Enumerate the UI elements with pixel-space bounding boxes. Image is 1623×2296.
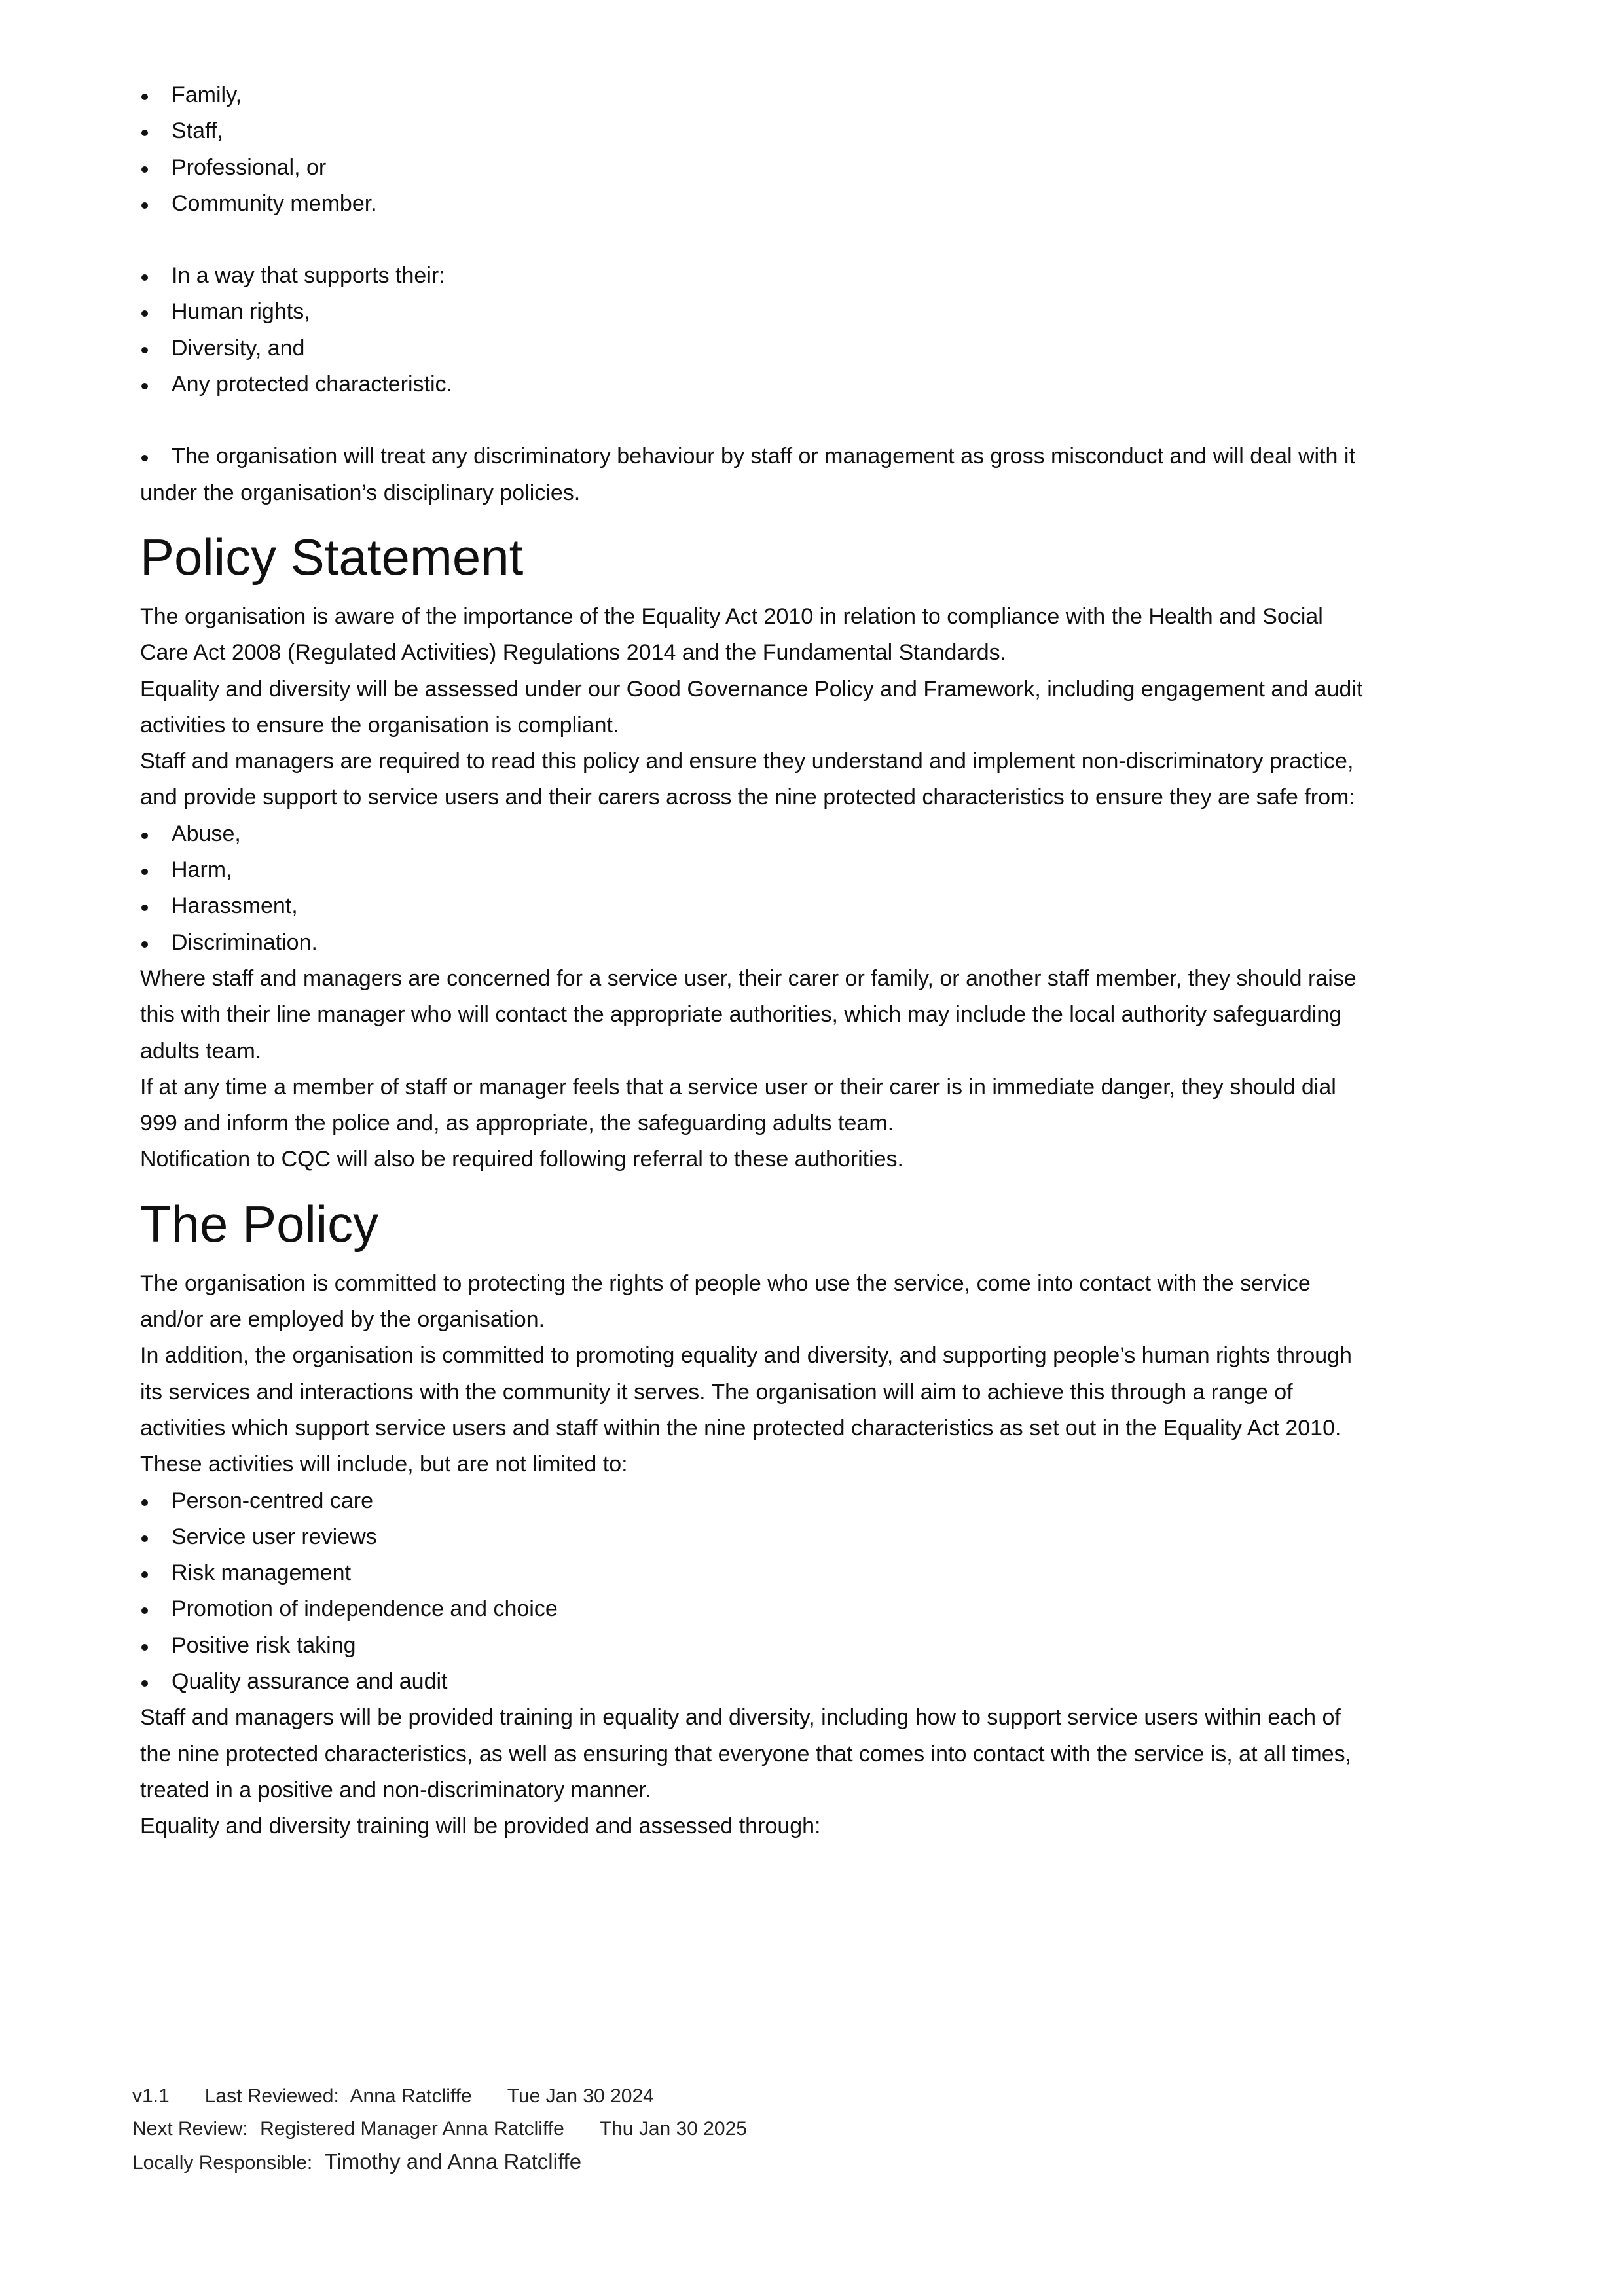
paragraph: The organisation is aware of the importance of the Equality Act 2010 in relation to compliance with the Health and Social Care Act 2008 (Regulated Activities) Regulations 2014 and the Fundamental Standards. bbox=[140, 603, 1323, 666]
footer-row-last-reviewed bbox=[132, 2080, 754, 2113]
next-review-label: Next Review: bbox=[132, 2118, 248, 2140]
document-body bbox=[140, 77, 1371, 1844]
next-review-by: Registered Manager Anna Ratcliffe bbox=[260, 2118, 564, 2140]
misconduct-paragraph bbox=[140, 439, 1371, 511]
last-reviewed-label: Last Reviewed: bbox=[204, 2085, 339, 2107]
list-item: Person-centred care bbox=[140, 1483, 1371, 1519]
list-item: Discrimination. bbox=[140, 925, 1371, 961]
safe-from-list bbox=[140, 816, 1371, 961]
last-reviewed-date: Tue Jan 30 2024 bbox=[507, 2085, 654, 2107]
paragraph: Equality and diversity training will be provided and assessed through: bbox=[140, 1814, 821, 1839]
list-item: Positive risk taking bbox=[140, 1628, 1371, 1664]
footer-row-locally-responsible bbox=[132, 2145, 754, 2179]
list-item: Professional, or bbox=[140, 150, 1371, 186]
list-item: Harm, bbox=[140, 852, 1371, 888]
paragraph: Equality and diversity will be assessed under our Good Governance Policy and Framework, including engagement and audit activities to ensure the organisation is compliant. bbox=[140, 676, 1363, 738]
list-item: Family, bbox=[140, 77, 1371, 113]
supports-list bbox=[140, 258, 1371, 403]
next-review-date: Thu Jan 30 2025 bbox=[599, 2118, 747, 2140]
footer-row-next-review bbox=[132, 2113, 754, 2145]
paragraph: Notification to CQC will also be required following referral to these authorities. bbox=[140, 1147, 903, 1172]
list-item: Any protected characteristic. bbox=[140, 367, 1371, 403]
paragraph: If at any time a member of staff or manager feels that a service user or their carer is in immediate danger, they should dial 999 and inform the police and, as appropriate, the safeguarding adults team. bbox=[140, 1074, 1336, 1136]
activities-list bbox=[140, 1483, 1371, 1700]
list-item: Quality assurance and audit bbox=[140, 1664, 1371, 1700]
list-item: Abuse, bbox=[140, 816, 1371, 852]
spacer bbox=[140, 222, 1371, 258]
list-item: Diversity, and bbox=[140, 331, 1371, 367]
paragraph: Staff and managers are required to read this policy and ensure they understand and implement non-discriminatory practice, and provide support to service users and their carers across the nine protected characteristics to ensure they are safe from: bbox=[140, 749, 1355, 810]
paragraph: In addition, the organisation is committed to promoting equality and diversity, and supporting people’s human rights through its services and interactions with the community it serves. The organisation will aim to achieve this through a range of activities which support service users and staff within the nine protected characteristics as set out in the Equality Act 2010. bbox=[140, 1343, 1352, 1441]
paragraph: The organisation is committed to protecting the rights of people who use the service, come into contact with the service and/or are employed by the organisation. bbox=[140, 1270, 1311, 1333]
version-label: v1.1 bbox=[132, 2085, 170, 2107]
list-item: Community member. bbox=[140, 186, 1371, 222]
last-reviewed-by: Anna Ratcliffe bbox=[350, 2085, 472, 2107]
list-item: Harassment, bbox=[140, 888, 1371, 924]
locally-responsible-label: Locally Responsible: bbox=[132, 2152, 313, 2174]
the-policy-heading: The Policy bbox=[140, 1194, 379, 1253]
list-item: Human rights, bbox=[140, 294, 1371, 330]
document-footer bbox=[132, 2080, 754, 2179]
paragraph: Staff and managers will be provided training in equality and diversity, including how to support service users within each of the nine protected characteristics, as well as ensuring that everyone that comes into contact with the service is, at all times, treated in a positive and non-discriminatory manner. bbox=[140, 1705, 1352, 1803]
list-item: Risk management bbox=[140, 1555, 1371, 1591]
policy-statement-heading: Policy Statement bbox=[140, 528, 524, 586]
list-item: Service user reviews bbox=[140, 1519, 1371, 1555]
list-item: In a way that supports their: bbox=[140, 258, 1371, 294]
paragraph: These activities will include, but are not limited to: bbox=[140, 1452, 628, 1477]
paragraph: Where staff and managers are concerned for a service user, their carer or family, or another staff member, they should raise this with their line manager who will contact the appropriate authorities, which may include the local authority safeguarding adults team. bbox=[140, 965, 1357, 1064]
who-list bbox=[140, 77, 1371, 222]
spacer bbox=[140, 403, 1371, 439]
locally-responsible-value: Timothy and Anna Ratcliffe bbox=[324, 2149, 582, 2174]
list-item: Promotion of independence and choice bbox=[140, 1591, 1371, 1627]
misconduct-text: The organisation will treat any discriminatory behaviour by staff or management as gross misconduct and will deal with it under the organisation’s disciplinary policies. bbox=[140, 444, 1355, 505]
bullet-icon bbox=[141, 455, 148, 461]
list-item: Staff, bbox=[140, 113, 1371, 149]
